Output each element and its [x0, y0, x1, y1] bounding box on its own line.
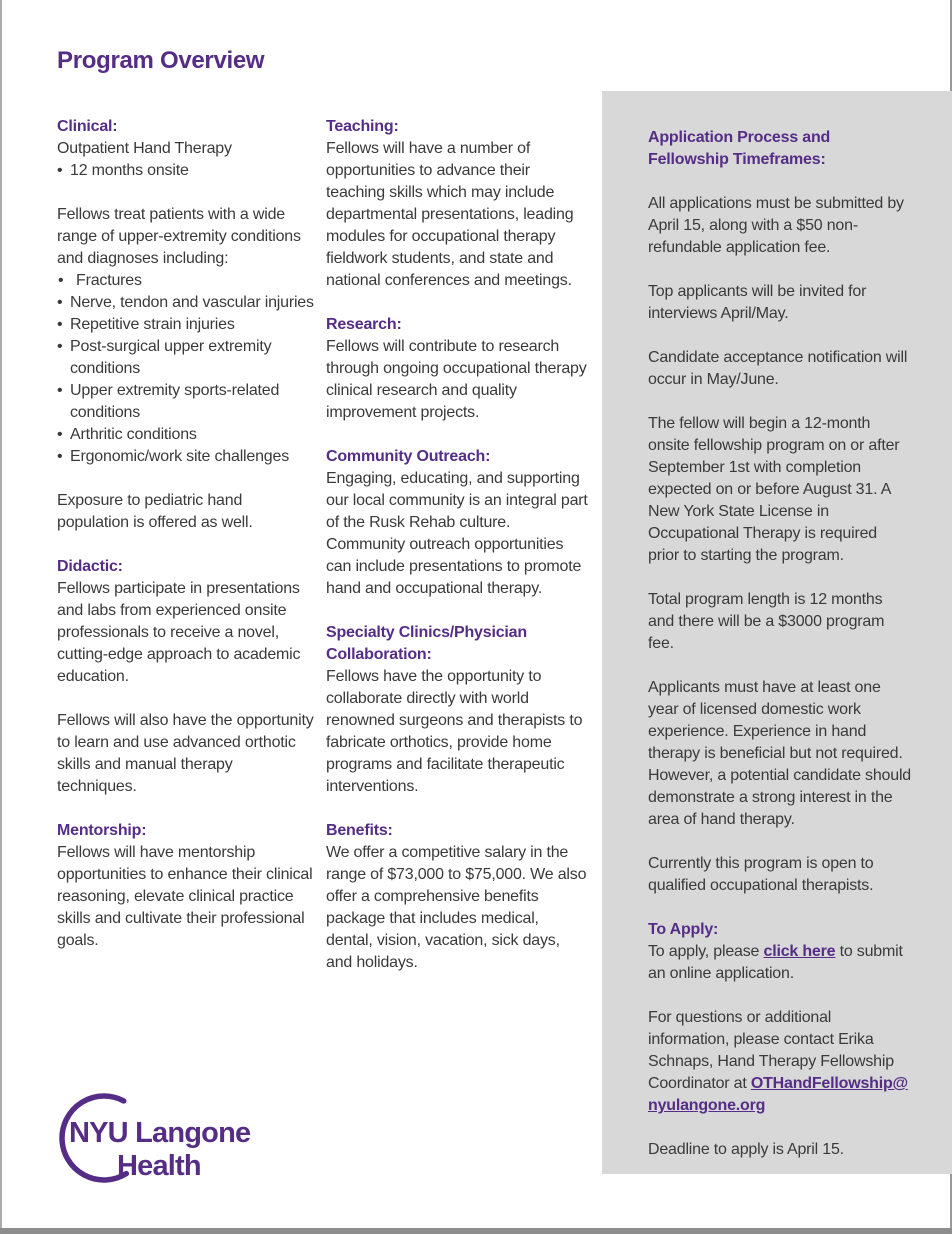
sidebar-paragraph: Currently this program is open to qualified occupational therapists. — [648, 855, 874, 894]
nyu-langone-health-logo — [57, 1090, 267, 1190]
deadline-paragraph: Deadline to apply is April 15. — [648, 1141, 844, 1158]
conditions-list — [57, 270, 315, 468]
list-item: • Post-surgical upper extremity conditions — [57, 336, 315, 380]
list-item: • Ergonomic/work site challenges — [57, 446, 315, 468]
sidebar-paragraph: All applications must be submitted by April 15, along with a $50 non-refundable application fee. — [648, 195, 904, 256]
application-sidebar — [602, 91, 952, 1174]
list-item: • Arthritic conditions — [57, 424, 315, 446]
clinical-line: Outpatient Hand Therapy — [57, 140, 232, 157]
email-link-part2: nyulangone.org — [648, 1097, 766, 1114]
clinical-bullet-list — [57, 160, 315, 182]
click-here-link[interactable] — [764, 943, 836, 960]
list-item: • Repetitive strain injuries — [57, 314, 315, 336]
column-middle — [326, 116, 588, 996]
email-link-part1: OTHandFellowship@ — [750, 1075, 908, 1092]
community-outreach-paragraph: Engaging, educating, and supporting our local community is an integral part of the Rusk Rehab culture. Community outreach opportunities can include presentations to promote hand and occupational therapy. — [326, 470, 588, 597]
logo-text-line1: NYU Langone — [69, 1117, 251, 1149]
to-apply-text: to submit an online application. — [648, 943, 903, 982]
contact-text: For questions or additional information, please contact Erika Schnaps, Hand Therapy Fellowship Coordinator at — [648, 1009, 894, 1092]
list-item: • Fractures — [57, 270, 315, 292]
list-item: • 12 months onsite — [57, 160, 315, 182]
specialty-clinics-paragraph: Fellows have the opportunity to collaborate directly with world renowned surgeons and therapists to fabricate orthotics, provide home programs and facilitate therapeutic interventions. — [326, 668, 583, 795]
research-paragraph: Fellows will contribute to research through ongoing occupational therapy clinical research and quality improvement projects. — [326, 338, 587, 421]
sidebar-paragraph: Top applicants will be invited for interviews April/May. — [648, 283, 867, 322]
to-apply-text: To apply, please — [648, 943, 764, 960]
pediatric-paragraph: Exposure to pediatric hand population is offered as well. — [57, 492, 253, 531]
section-heading-research: Research: — [326, 316, 402, 333]
logo-text-line2: Health — [117, 1150, 201, 1182]
mentorship-paragraph: Fellows will have mentorship opportunities to enhance their clinical reasoning, elevate clinical practice skills and cultivate their professional goals. — [57, 844, 313, 949]
section-heading-to-apply: To Apply: — [648, 921, 719, 938]
teaching-paragraph: Fellows will have a number of opportunities to advance their teaching skills which may include departmental presentations, leading modules for occupational therapy fieldwork students, and state and national conferences and meetings. — [326, 140, 574, 289]
sidebar-paragraph: Total program length is 12 months and there will be a $3000 program fee. — [648, 591, 885, 652]
contact-paragraph — [648, 1007, 912, 1117]
sidebar-paragraph: The fellow will begin a 12-month onsite fellowship program on or after September 1st with completion expected on or before August 31. A New York State License in Occupational Therapy is required prior to starting the program. — [648, 415, 900, 564]
sidebar-paragraph: Candidate acceptance notification will occur in May/June. — [648, 349, 908, 388]
page-edge-left — [0, 0, 2, 1234]
didactic-paragraph-2: Fellows will also have the opportunity to learn and use advanced orthotic skills and manual therapy techniques. — [57, 712, 314, 795]
section-heading-application-process: Application Process and Fellowship Timeframes: — [648, 129, 831, 168]
section-heading-teaching: Teaching: — [326, 118, 399, 135]
treat-paragraph: Fellows treat patients with a wide range of upper-extremity conditions and diagnoses including: — [57, 206, 301, 267]
column-left — [57, 116, 315, 974]
page-edge-bottom — [0, 1228, 952, 1234]
section-heading-community-outreach: Community Outreach: — [326, 448, 491, 465]
section-heading-specialty-clinics: Specialty Clinics/Physician Collaboration: — [326, 624, 527, 663]
list-item: • Upper extremity sports-related conditions — [57, 380, 315, 424]
to-apply-paragraph — [648, 941, 912, 985]
section-heading-didactic: Didactic: — [57, 558, 123, 575]
didactic-paragraph-1: Fellows participate in presentations and labs from experienced onsite professionals to receive a novel, cutting-edge approach to academic education. — [57, 580, 301, 685]
section-heading-clinical: Clinical: — [57, 118, 118, 135]
section-heading-benefits: Benefits: — [326, 822, 393, 839]
section-heading-mentorship: Mentorship: — [57, 822, 147, 839]
click-here-link-label: click here — [763, 943, 836, 960]
page-title: Program Overview — [57, 47, 265, 74]
benefits-paragraph: We offer a competitive salary in the range of $73,000 to $75,000. We also offer a comprehensive benefits package that includes medical, dental, vision, vacation, sick days, and holidays. — [326, 844, 587, 971]
list-item: • Nerve, tendon and vascular injuries — [57, 292, 315, 314]
sidebar-paragraph: Applicants must have at least one year of licensed domestic work experience. Experience in hand therapy is beneficial but not required. However, a potential candidate should demonstrate a strong interest in the area of hand therapy. — [648, 679, 912, 828]
